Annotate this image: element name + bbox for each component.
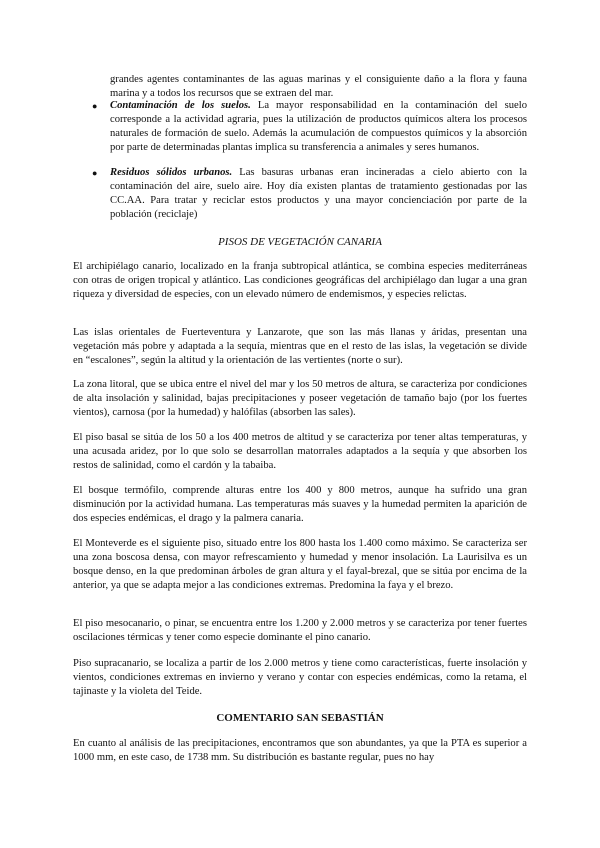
intro-continuation: grandes agentes contaminantes de las aguas marinas y el consiguiente daño a la flora y fauna marina y a todos los recursos que se extraen del mar.: [110, 74, 527, 99]
paragraph: Piso supracanario, se localiza a partir de los 2.000 metros y tiene como características, fuerte insolación y vientos, condiciones extremas en invierno y verano y contar con especies endémicas, como la retama, el tajinaste y la violeta del Teide.: [73, 658, 527, 697]
bullet-term: Residuos sólidos urbanos.: [110, 167, 233, 178]
bullet-item: [92, 99, 527, 155]
paragraph: El archipiélago canario, localizado en la franja subtropical atlántica, se combina especies mediterráneas con otras de origen tropical y atlántico. Las condiciones geográficas del archipiélago dan lugar a una gran riqueza y diversidad de especies, con un elevado número de endemismos, y especies relictas.: [73, 261, 527, 300]
paragraph: La zona litoral, que se ubica entre el nivel del mar y los 50 metros de altura, se caracteriza por condiciones de alta insolación y salinidad, bajas precipitaciones y poseer vegetación de tamaño bajo (por los fuertes vientos), carnosa (por la humedad) y halófilas (absorben las sales).: [73, 379, 527, 418]
section-heading-pisos: PISOS DE VEGETACIÓN CANARIA: [218, 236, 382, 248]
section-heading-comentario: COMENTARIO SAN SEBASTIÁN: [216, 712, 384, 724]
paragraph: El piso basal se sitúa de los 50 a los 400 metros de altitud y se caracteriza por tener altas temperaturas, y una acusada aridez, por lo que solo se desarrollan matorrales adaptados a la sequía y que absorben los restos de salinidad, como el cardón y la tabaiba.: [73, 432, 527, 471]
bullet-dot-icon: ●: [92, 168, 98, 178]
bullet-body: La mayor responsabilidad en la contaminación del suelo corresponde a la actividad agraria, pues la utilización de productos químicos altera los procesos naturales de formación de suelo. Además la acumulación de compuestos químicos y la absorción por parte de determinadas plantas implica su transferencia a animales y seres humanos.: [110, 100, 527, 153]
paragraph: Las islas orientales de Fuerteventura y Lanzarote, que son las más llanas y áridas, presentan una vegetación más pobre y adaptada a la sequía, mientras que en el resto de las islas, la vegetación se divide en “escalones”, según la altitud y la orientación de las vertientes (norte o sur).: [73, 327, 527, 366]
bullet-dot-icon: ●: [92, 101, 98, 111]
paragraph: El bosque termófilo, comprende alturas entre los 400 y 800 metros, aunque ha sufrido una gran disminución por la actividad humana. Las temperaturas más suaves y la humedad permiten la aparición de dos especies endémicas, el drago y la palmera canaria.: [73, 485, 527, 524]
bullet-paragraph: [110, 99, 527, 155]
paragraph-final: En cuanto al análisis de las precipitaciones, encontramos que son abundantes, ya que la PTA es superior a 1000 mm, en este caso, de 1738 mm. Su distribución es bastante regular, pues no hay: [73, 738, 527, 763]
bullet-paragraph: [110, 166, 527, 222]
paragraph: El Monteverde es el siguiente piso, situado entre los 800 hasta los 1.400 como máximo. Se caracteriza ser una zona boscosa densa, con mayor refrescamiento y humedad y menor insolación. La Laurisilva es un bosque denso, en la que predominan árboles de gran altura y el fayal-brezal, que se sitúa por encima de la anterior, ya que se adapta mejor a las condiciones extremas. Predomina la faya y el brezo.: [73, 538, 527, 591]
bullet-item: [92, 166, 527, 222]
paragraph: El piso mesocanario, o pinar, se encuentra entre los 1.200 y 2.000 metros y se caracteriza por tener fuertes oscilaciones térmicas y tener como especie dominante el pino canario.: [73, 618, 527, 643]
bullet-body: Las basuras urbanas eran incineradas a cielo abierto con la contaminación del aire, suelo aire. Hoy día existen plantas de tratamiento gestionadas por las CC.AA. Para tratar y reciclar estos productos y una mayor concienciación por parte de la población (reciclaje): [110, 167, 527, 220]
bullet-term: Contaminación de los suelos.: [110, 100, 251, 111]
